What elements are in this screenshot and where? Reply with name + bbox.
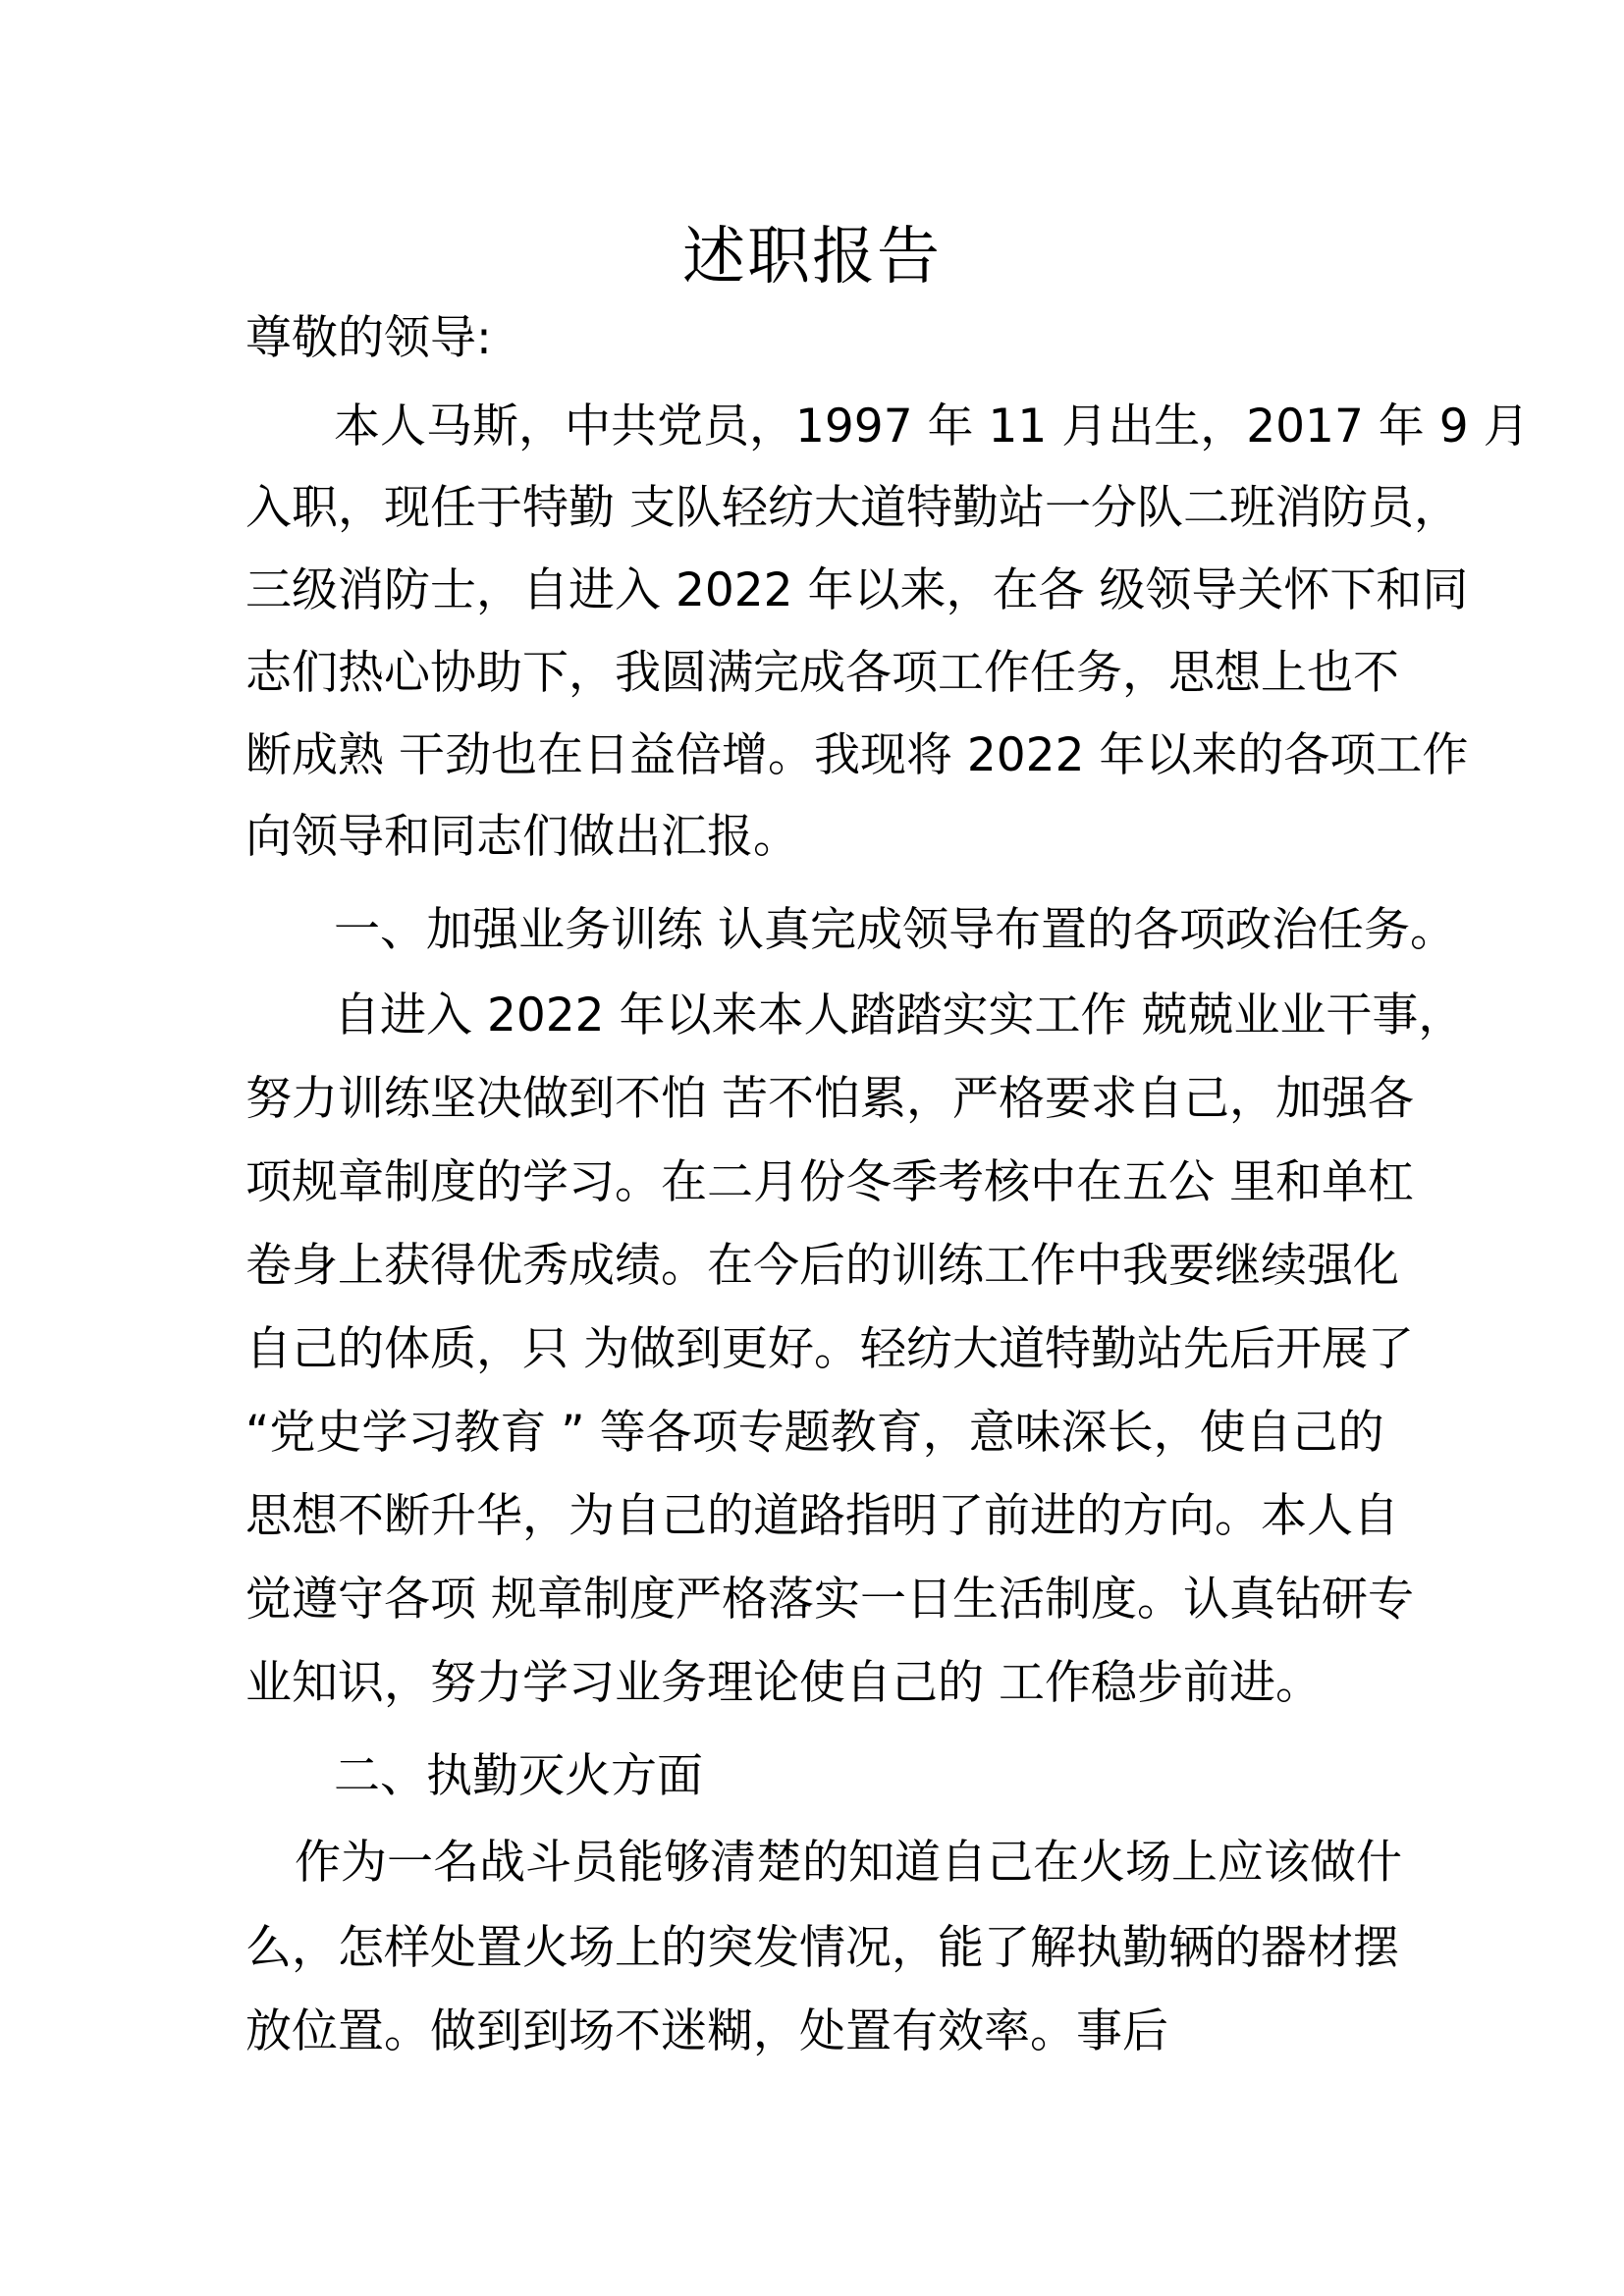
paragraph-line: 向领导和同志们做出汇报。: [245, 810, 799, 864]
paragraph-line: 业知识，努力学习业务理论使自己的 工作稳步前进。: [245, 1656, 1322, 1710]
paragraph-line: 自己的体质，只 为做到更好。轻纺大道特勤站先后开展了: [245, 1322, 1414, 1376]
salutation: 尊敬的领导:: [245, 311, 492, 365]
paragraph-line: 志们热心协助下，我圆满完成各项工作任务，思想上也不: [245, 646, 1399, 700]
paragraph-line: 么，怎样处置火场上的突发情况，能了解执勤辆的器材摆: [245, 1921, 1399, 1975]
paragraph-line: 觉遵守各项 规章制度严格落实一日生活制度。认真钻研专: [245, 1573, 1414, 1627]
document-title: 述职报告: [682, 221, 942, 294]
paragraph-line: 项规章制度的学习。在二月份冬季考核中在五公 里和单杠: [245, 1155, 1414, 1209]
paragraph-line: 思想不断升华，为自己的道路指明了前进的方向。本人自: [245, 1489, 1399, 1543]
paragraph-line: “党史学习教育 ” 等各项专题教育，意味深长，使自己的: [245, 1406, 1384, 1460]
paragraph-line: 本人马斯，中共党员，1997 年 11 月出生，2017 年 9 月: [334, 400, 1530, 454]
paragraph-line: 三级消防士，自进入 2022 年以来，在各 级领导关怀下和同: [245, 563, 1469, 617]
paragraph-line: 放位置。做到到场不迷糊，处置有效率。事后: [245, 2004, 1168, 2058]
section-heading: 二、执勤灭火方面: [334, 1749, 703, 1803]
paragraph-line: 自进入 2022 年以来本人踏踏实实工作 兢兢业业干事，: [334, 988, 1465, 1042]
paragraph-line: 卷身上获得优秀成绩。在今后的训练工作中我要继续强化: [245, 1239, 1399, 1293]
paragraph-line: 断成熟 干劲也在日益倍增。我现将 2022 年以来的各项工作: [245, 728, 1469, 782]
paragraph-line: 努力训练坚决做到不怕 苦不怕累，严格要求自己，加强各: [245, 1072, 1414, 1126]
paragraph-line: 入职，现任于特勤 支队轻纺大道特勤站一分队二班消防员，: [245, 481, 1460, 535]
section-heading: 一、加强业务训练 认真完成领导布置的各项政治任务。: [334, 903, 1456, 957]
paragraph-line: 作为一名战斗员能够清楚的知道自己在火场上应该做什: [295, 1836, 1402, 1890]
